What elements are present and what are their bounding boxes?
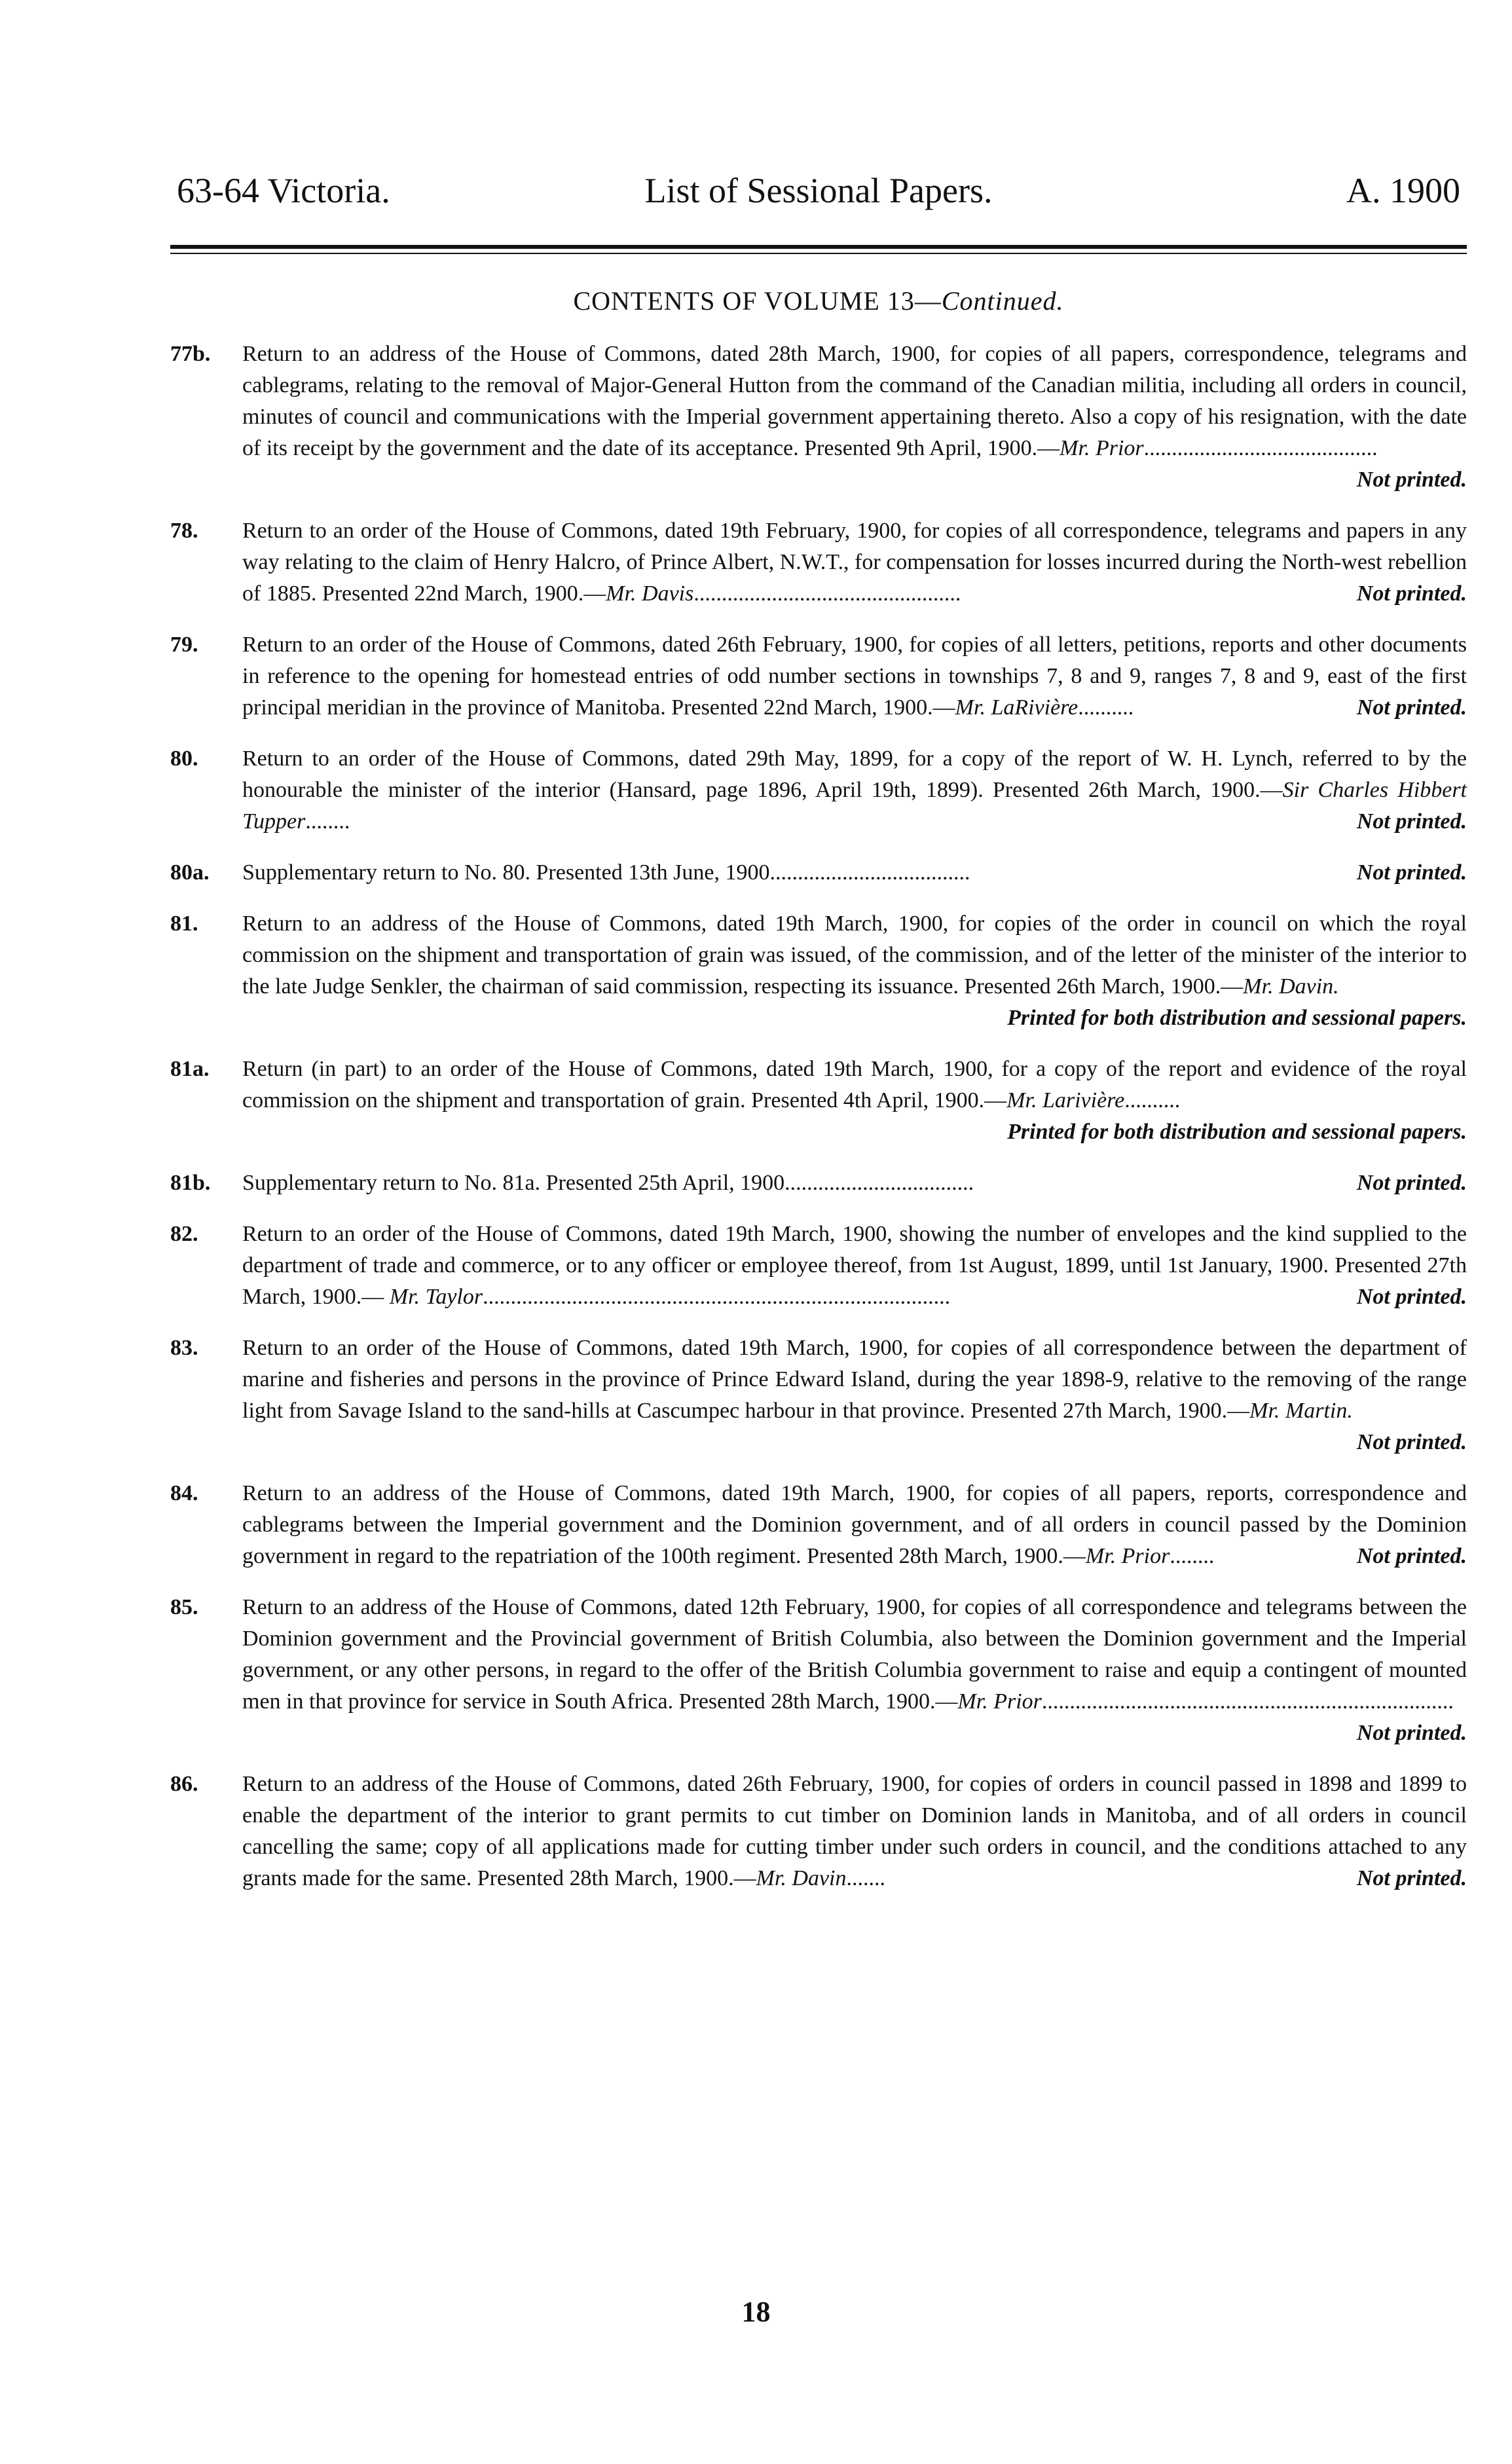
list-item: [170, 629, 1467, 724]
entry-number: 86.: [170, 1772, 198, 1796]
entry-number: 78.: [170, 519, 198, 543]
entry-text: Return to an order of the House of Commons, dated 26th February, 1900, for copies of all letters, petitions, reports and other documents in reference to the opening for homestead entries of odd number sections in townships 7, 8 and 9, ranges 7, 8 and 9, east of the first principal meridian in the province of Manitoba. Presented 22nd March, 1900.—: [242, 633, 1467, 720]
entry-leader-dots: ........: [305, 809, 350, 834]
entry-leader-dots: ..........: [1078, 695, 1134, 720]
entry-leader-dots: ..........................................................................: [1041, 1689, 1454, 1714]
entry-number: 82.: [170, 1222, 198, 1246]
entries-list: [170, 339, 1467, 1894]
entry-status: Not printed.: [1356, 581, 1467, 606]
list-item: [170, 515, 1467, 610]
entry-member: Mr. Martin.: [1249, 1399, 1353, 1423]
entry-text: Supplementary return to No. 80. Presented 13th June, 1900: [242, 860, 770, 885]
entry-text: Return to an address of the House of Commons, dated 28th March, 1900, for copies of all papers, correspondence, telegrams and cablegrams, relating to the removal of Major-General Hutton from the command of the Canadian militia, including all orders in council, minutes of council and communications with the Imperial government appertaining thereto. Also a copy of his resignation, with the date of its receipt by the government and the date of its acceptance. Presented 9th April, 1900.—: [242, 342, 1467, 460]
entry-status: Not printed.: [1356, 1721, 1467, 1745]
list-item: [170, 1054, 1467, 1148]
list-item: [170, 1478, 1467, 1572]
entry-status: Not printed.: [1356, 1285, 1467, 1309]
entry-number: 80a.: [170, 860, 210, 885]
entry-text: Supplementary return to No. 81a. Presented 25th April, 1900: [242, 1171, 785, 1195]
list-item: [170, 1769, 1467, 1894]
entry-number: 81.: [170, 911, 198, 936]
entry-member: Mr. Davin: [756, 1866, 847, 1890]
header-rule-thick: [170, 245, 1467, 249]
entry-number: 79.: [170, 633, 198, 657]
entry-leader-dots: ..................................: [784, 1171, 974, 1195]
entry-leader-dots: ....................................: [769, 860, 970, 885]
entry-text: Return to an order of the House of Commons, dated 19th February, 1900, for copies of all correspondence, telegrams and papers in any way relating to the claim of Henry Halcro, of Prince Albert, N.W.T., for compensation for losses incurred during the North-west rebellion of 1885. Presented 22nd March, 1900.—: [242, 519, 1467, 606]
entry-member: Mr. Prior: [1085, 1544, 1170, 1568]
entry-number: 84.: [170, 1481, 198, 1505]
list-item: [170, 743, 1467, 837]
list-item: [170, 1219, 1467, 1313]
entry-number: 77b.: [170, 342, 211, 366]
entry-text: Return to an address of the House of Commons, dated 26th February, 1900, for copies of orders in council passed in 1898 and 1899 to enable the department of the interior to grant permits to cut timber on Dominion lands in Manitoba, and of all orders in council cancelling the same; copy of all applications made for cutting timber under such orders in council, and the conditions attached to any grants made for the same. Presented 28th March, 1900.—: [242, 1772, 1467, 1890]
entry-leader-dots: ................................................: [693, 581, 961, 606]
header-title: List of Sessional Papers.: [644, 171, 993, 210]
header-rule-thin: [170, 253, 1467, 254]
entry-number: 80.: [170, 746, 198, 771]
entry-status: Not printed.: [1356, 695, 1467, 720]
entry-leader-dots: ..........................................: [1143, 436, 1378, 460]
entry-text: Return to an address of the House of Commons, dated 19th March, 1900, for copies of the order in council on which the royal commission on the shipment and transportation of grain was issued, of the commission, and of the letter of the minister of the interior to the late Judge Senkler, the chairman of said commission, respecting its issuance. Presented 26th March, 1900.—: [242, 911, 1467, 999]
entry-number: 83.: [170, 1336, 198, 1360]
entry-member: Mr. Davin.: [1243, 974, 1339, 999]
entry-status: Not printed.: [1356, 1171, 1467, 1195]
entry-text: Return to an order of the House of Commons, dated 19th March, 1900, showing the number of envelopes and the kind supplied to the department of trade and commerce, or to any officer or employee thereof, from 1st August, 1899, until 1st January, 1900. Presented 27th March, 1900.—: [242, 1222, 1467, 1309]
entry-status: Not printed.: [1356, 809, 1467, 834]
entry-status: Not printed.: [1356, 1430, 1467, 1454]
entry-member: Mr. Prior: [957, 1689, 1042, 1714]
list-item: [170, 1168, 1467, 1199]
entry-status: Printed for both distribution and sessional papers.: [1007, 1120, 1467, 1144]
header-year: A. 1900: [1346, 171, 1460, 210]
page-number: 18: [741, 2296, 771, 2328]
list-item: [170, 1333, 1467, 1458]
list-item: [170, 857, 1467, 889]
entry-status: Printed for both distribution and sessional papers.: [1007, 1006, 1467, 1030]
entry-text: Return to an order of the House of Commons, dated 29th May, 1899, for a copy of the report of W. H. Lynch, referred to by the honourable the minister of the interior (Hansard, page 1896, April 19th, 1899). Presented 26th March, 1900.—: [242, 746, 1467, 802]
entry-status: Not printed.: [1356, 1544, 1467, 1568]
entry-number: 85.: [170, 1595, 198, 1619]
entry-leader-dots: .......: [846, 1866, 886, 1890]
document-page: [170, 151, 1467, 1914]
entry-leader-dots: ..........: [1124, 1088, 1181, 1112]
running-header: [170, 151, 1467, 223]
volume-title: [170, 285, 1467, 316]
list-item: [170, 908, 1467, 1034]
entry-status: Not printed.: [1356, 468, 1467, 492]
entry-leader-dots: ....................................................................................: [483, 1285, 951, 1309]
header-reign: 63-64 Victoria.: [177, 171, 390, 210]
entry-number: 81a.: [170, 1057, 210, 1081]
entry-leader-dots: ........: [1170, 1544, 1215, 1568]
entry-member: Mr. Prior: [1060, 436, 1144, 460]
entry-member: Mr. LaRivière: [955, 695, 1079, 720]
entry-text: Return to an address of the House of Commons, dated 19th March, 1900, for copies of all papers, reports, correspondence and cablegrams between the Imperial government and the Dominion government, and of all orders in council passed by the Dominion government in regard to the repatriation of the 100th regiment. Presented 28th March, 1900.—: [242, 1481, 1467, 1568]
entry-text: Return to an order of the House of Commons, dated 19th March, 1900, for copies of all correspondence between the department of marine and fisheries and persons in the province of Prince Edward Island, during the year 1898-9, relative to the removing of the range light from Savage Island to the sand-hills at Cascumpec harbour in that province. Presented 27th March, 1900.—: [242, 1336, 1467, 1423]
volume-title-main: CONTENTS OF VOLUME 13—: [573, 286, 942, 316]
entry-text: Return to an address of the House of Commons, dated 12th February, 1900, for copies of all correspondence and telegrams between the Dominion government and the Provincial government of British Columbia, also between the Dominion government and the Imperial government, or any other persons, in regard to the offer of the British Columbia government to raise and equip a contingent of mounted men in that province for service in South Africa. Presented 28th March, 1900.—: [242, 1595, 1467, 1714]
entry-status: Not printed.: [1356, 1866, 1467, 1890]
entry-member: Mr. Davis: [606, 581, 694, 606]
list-item: [170, 339, 1467, 496]
entry-number: 81b.: [170, 1171, 211, 1195]
entry-text: Return (in part) to an order of the House of Commons, dated 19th March, 1900, for a copy of the report and evidence of the royal commission on the shipment and transportation of grain. Presented 4th April, 1900.—: [242, 1057, 1467, 1112]
entry-member: Sir Charles Hibbert Tupper: [242, 778, 1467, 834]
entry-status: Not printed.: [1356, 860, 1467, 885]
entry-member: Mr. Larivière: [1006, 1088, 1125, 1112]
list-item: [170, 1592, 1467, 1749]
volume-title-continued: Continued.: [941, 286, 1064, 316]
entry-member: Mr. Taylor: [389, 1285, 483, 1309]
